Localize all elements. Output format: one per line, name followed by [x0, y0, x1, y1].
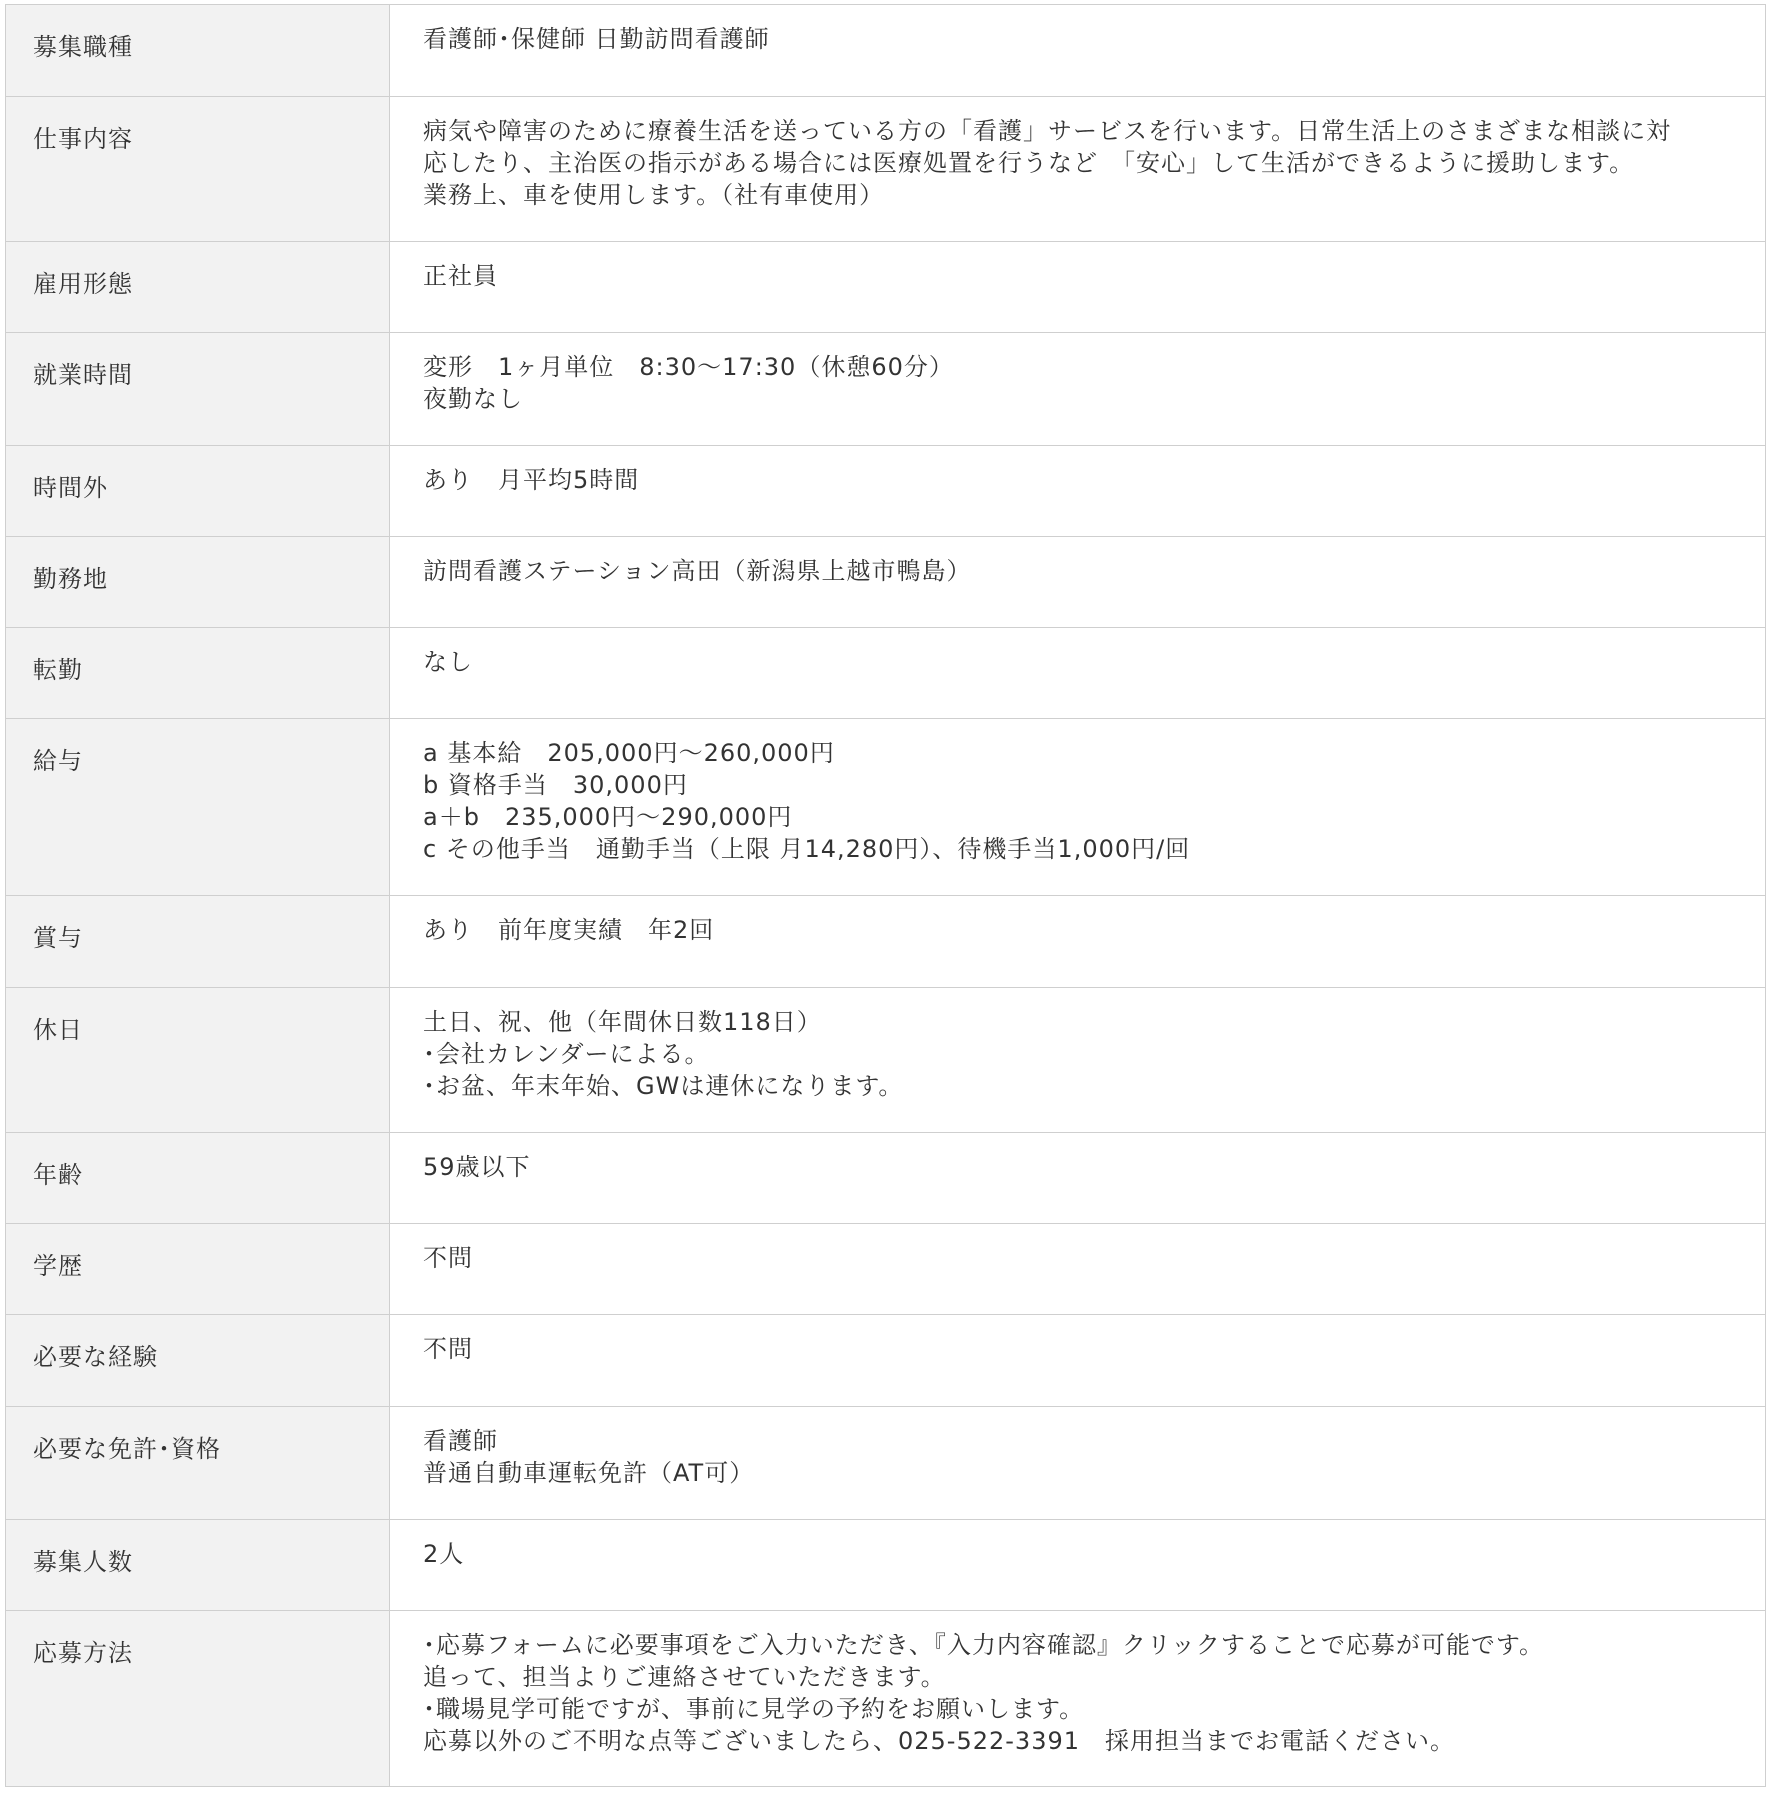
row-label-salary: 給与 — [6, 719, 390, 896]
value-line: 応募以外のご不明な点等ございましたら、025-522-3391 採用担当までお電話ください。 — [423, 1727, 1456, 1755]
row-label-application-method: 応募方法 — [6, 1611, 390, 1787]
value-line: 応したり、主治医の指示がある場合には医療処置を行うなど 「安心」して生活ができるように援助します。 — [423, 149, 1635, 177]
value-line: b 資格手当 30,000円 — [423, 771, 688, 799]
value-line: 土日、祝、他（年間休日数118日） — [423, 1008, 822, 1036]
table-row — [6, 446, 1766, 537]
value-line: 不問 — [423, 1335, 473, 1363]
table-row — [6, 1611, 1766, 1787]
job-details-table — [5, 4, 1766, 1787]
row-value-age — [390, 1133, 1766, 1224]
row-value-bonus — [390, 896, 1766, 988]
value-line: ･職場見学可能ですが、事前に見学の予約をお願いします。 — [423, 1695, 1085, 1723]
row-value-salary — [390, 719, 1766, 896]
value-line: c その他手当 通勤手当（上限 月14,280円）、待機手当1,000円/回 — [423, 835, 1191, 863]
table-row — [6, 719, 1766, 896]
value-line: 看護師･保健師 日勤訪問看護師 — [423, 25, 770, 53]
value-line: a＋b 235,000円～290,000円 — [423, 803, 793, 831]
row-label-age: 年齢 — [6, 1133, 390, 1224]
value-line: 夜勤なし — [423, 385, 523, 413]
table-row — [6, 537, 1766, 628]
value-line: あり 前年度実績 年2回 — [423, 916, 715, 944]
value-line: ･お盆、年末年始、GWは連休になります。 — [423, 1072, 904, 1100]
row-label-overtime: 時間外 — [6, 446, 390, 537]
row-value-working-hours — [390, 333, 1766, 446]
value-line: 不問 — [423, 1244, 473, 1272]
table-row — [6, 896, 1766, 988]
value-line: 59歳以下 — [423, 1153, 531, 1181]
table-row — [6, 1133, 1766, 1224]
value-line: 変形 1ヶ月単位 8:30～17:30（休憩60分） — [423, 353, 954, 381]
table-row — [6, 97, 1766, 242]
row-value-job-description — [390, 97, 1766, 242]
row-label-experience: 必要な経験 — [6, 1315, 390, 1407]
value-line: あり 月平均5時間 — [423, 466, 640, 494]
value-line: ･会社カレンダーによる。 — [423, 1040, 710, 1068]
row-value-employment-type — [390, 242, 1766, 333]
value-line: 普通自動車運転免許（AT可） — [423, 1459, 755, 1487]
row-label-holidays: 休日 — [6, 988, 390, 1133]
row-value-job-type — [390, 5, 1766, 97]
value-line: 追って、担当よりご連絡させていただきます。 — [423, 1663, 946, 1691]
row-label-job-description: 仕事内容 — [6, 97, 390, 242]
row-label-licenses: 必要な免許･資格 — [6, 1407, 390, 1520]
row-value-experience — [390, 1315, 1766, 1407]
table-row — [6, 5, 1766, 97]
value-line: 訪問看護ステーション高田（新潟県上越市鴨島） — [423, 557, 972, 585]
row-value-overtime — [390, 446, 1766, 537]
table-row — [6, 333, 1766, 446]
value-line: 業務上、車を使用します。（社有車使用） — [423, 181, 885, 209]
value-line: 病気や障害のために療養生活を送っている方の「看護」サービスを行います。日常生活上のさまざまな相談に対 — [423, 117, 1672, 145]
row-label-transfer: 転勤 — [6, 628, 390, 719]
row-value-education — [390, 1224, 1766, 1315]
table-row — [6, 988, 1766, 1133]
value-line: なし — [423, 648, 473, 676]
row-value-licenses — [390, 1407, 1766, 1520]
row-value-openings — [390, 1520, 1766, 1611]
row-value-transfer — [390, 628, 1766, 719]
table-row — [6, 242, 1766, 333]
value-line: 2人 — [423, 1540, 465, 1568]
row-label-working-hours: 就業時間 — [6, 333, 390, 446]
value-line: 正社員 — [423, 262, 498, 290]
row-value-work-location — [390, 537, 1766, 628]
table-row — [6, 1224, 1766, 1315]
table-row — [6, 1407, 1766, 1520]
row-label-education: 学歴 — [6, 1224, 390, 1315]
table-row — [6, 1520, 1766, 1611]
row-value-holidays — [390, 988, 1766, 1133]
row-label-work-location: 勤務地 — [6, 537, 390, 628]
row-value-application-method — [390, 1611, 1766, 1787]
row-label-employment-type: 雇用形態 — [6, 242, 390, 333]
table-row — [6, 1315, 1766, 1407]
value-line: a 基本給 205,000円～260,000円 — [423, 739, 835, 767]
row-label-job-type: 募集職種 — [6, 5, 390, 97]
table-row — [6, 628, 1766, 719]
row-label-openings: 募集人数 — [6, 1520, 390, 1611]
row-label-bonus: 賞与 — [6, 896, 390, 988]
value-line: 看護師 — [423, 1427, 498, 1455]
value-line: ･応募フォームに必要事項をご入力いただき、『入力内容確認』クリックすることで応募が可能です。 — [423, 1631, 1544, 1659]
